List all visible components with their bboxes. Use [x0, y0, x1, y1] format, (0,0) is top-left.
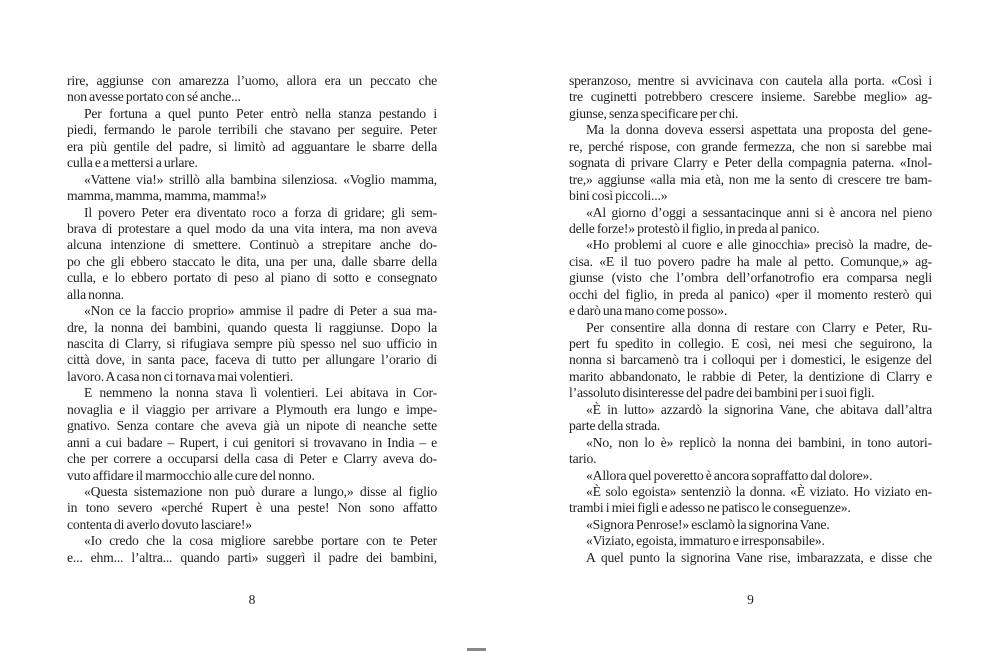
text-line: novaglia e il viaggio per arrivare a Plymouth era lungo e impe-: [67, 401, 437, 417]
text-line: culla e a mettersi a urlare.: [67, 155, 198, 171]
text-line: alcuna intenzione di smettere. Continuò a strepitare anche do-: [67, 237, 437, 253]
text-line: che per correre a occuparsi della casa di Peter e Clarry aveva do-: [67, 451, 437, 467]
text-line: culla, e lo ebbero portato di peso al piano di sotto e consegnato: [67, 270, 437, 286]
text-line: Per consentire alla donna di restare con Clarry e Peter, Ru-: [586, 319, 932, 335]
text-line: nonna si barcamenò tra i colloqui per i domestici, le esigenze del: [569, 352, 932, 368]
text-line: rire, aggiunse con amarezza l’uomo, allora era un peccato che: [67, 73, 437, 88]
text-line: E nemmeno la nonna stava lì volentieri. Lei abitava in Cor-: [84, 385, 437, 401]
text-line: giunse, senza specificare per chi.: [569, 105, 739, 121]
text-line: non avesse portato con sé anche...: [67, 89, 241, 105]
text-line: «Io credo che la cosa migliore sarebbe portare con te Peter: [84, 533, 437, 549]
text-line: e... ehm... l’altra... quando parti» suggerì il padre dei bambini,: [67, 549, 437, 565]
text-line: bini così piccoli...»: [569, 188, 668, 204]
text-line: marito abbandonato, le rabbie di Peter, la dentizione di Clarry e: [569, 368, 932, 384]
text-line: «Viziato, egoista, immaturo e irresponsabile».: [586, 533, 825, 549]
text-line: giunse (visto che l’ombra dell’orfanotrofio era comparsa negli: [569, 270, 932, 286]
text-line: «Al giorno d’oggi a sessantacinque anni si è ancora nel pieno: [586, 204, 932, 220]
text-line: alla nonna.: [67, 286, 124, 302]
text-line: Ma la donna doveva essersi aspettata una proposta del gene-: [586, 122, 932, 138]
page-number-right: 9: [747, 592, 754, 607]
text-line: «È in lutto» azzardò la signorina Vane, che abitava dall’altra: [586, 401, 932, 417]
text-line: trambi i miei figli e adesso ne patisco le conseguenze».: [569, 500, 851, 516]
page-number-left: 8: [248, 592, 256, 607]
text-line: pert fu spedito in collegio. E così, nei mesi che seguirono, la: [569, 336, 932, 351]
text-line: «No, non lo è» replicò la nonna dei bambini, in tono autori-: [586, 434, 932, 450]
text-line: delle forze!» protestò il figlio, in preda al panico.: [569, 220, 820, 236]
text-line: mamma, mamma, mamma, mamma!»: [67, 188, 267, 204]
text-line: città dove, in santa pace, faceva di tutto per allungare l’orario di: [67, 352, 437, 368]
page-left: [67, 73, 437, 633]
text-line: «Allora quel poveretto è ancora sopraffatto dal dolore».: [586, 467, 873, 483]
text-line: tre,» aggiunse «alla mia età, non me la sento di crescere tre bam-: [569, 171, 932, 187]
text-line: Il povero Peter era diventato roco a forza di gridare; gli sem-: [84, 204, 437, 220]
text-line: nascita di Clarry, si rifugiava sempre più spesso nel suo ufficio in: [67, 336, 437, 351]
text-line: «Non ce la faccio proprio» ammise il padre di Peter a sua ma-: [84, 303, 437, 319]
text-line: lavoro. A casa non ci tornava mai volentieri.: [67, 368, 294, 384]
text-line: re, perché rispose, con grande fermezza, che non si sarebbe mai: [569, 138, 932, 154]
text-line: Per fortuna a quel punto Peter entrò nella stanza pestando i: [84, 105, 437, 121]
text-line: tre cuginetti potrebbero crescere insieme. Sarebbe meglio» ag-: [569, 89, 932, 105]
text-line: l’assoluto disinteresse del padre dei bambini per i suoi figli.: [569, 385, 875, 401]
text-line: contenta di averlo dovuto lasciare!»: [67, 516, 252, 532]
text-line: occhi del figlio, in preda al panico) «per il momento resterò qui: [569, 286, 932, 302]
text-line: dre, la nonna dei bambini, quando questa li raggiunse. Dopo la: [67, 319, 437, 335]
text-line: sognata di privare Clarry e Peter della compagnia paterna. «Inol-: [569, 155, 932, 171]
text-line: «Ho problemi al cuore e alle ginocchia» precisò la madre, de-: [586, 237, 932, 253]
page-left-text-block: [67, 73, 437, 566]
text-line: piedi, fermando le parole terribili che stavano per seguire. Peter: [67, 122, 437, 138]
text-line: «Signora Penrose!» esclamò la signorina Vane.: [586, 516, 830, 532]
scan-artifact-mark: [467, 648, 486, 651]
text-line: speranzoso, mentre si avvicinava con cautela alla porta. «Così i: [569, 73, 932, 88]
text-line: vuto affidare il marmocchio alle cure del nonno.: [67, 467, 315, 483]
text-line: «È solo egoista» sentenziò la donna. «È viziato. Ho viziato en-: [586, 483, 932, 499]
page-right: [569, 73, 932, 633]
text-line: brava di protestare a quel modo da una vita intera, ma non aveva: [67, 220, 437, 236]
text-line: cisa. «E il tuo povero padre ha male al petto. Comunque,» ag-: [569, 253, 932, 269]
page-right-text-block: [569, 73, 932, 566]
text-line: po che gli ebbero staccato le dita, una per una, dalle sbarre della: [67, 253, 437, 269]
text-line: «Vattene via!» strillò alla bambina silenziosa. «Voglio mamma,: [84, 171, 437, 187]
text-line: «Questa sistemazione non può durare a lungo,» disse al figlio: [84, 483, 437, 499]
text-line: anni a cui badare – Rupert, i cui genitori si trovavano in India – e: [67, 434, 437, 450]
text-line: era più gentile del padre, si limitò ad agguantare le sbarre della: [67, 138, 437, 154]
text-line: parte della strada.: [569, 418, 661, 434]
text-line: gnativo. Senza contare che aveva già un nipote di neanche sette: [67, 418, 437, 434]
text-line: in tono severo «perché Rupert è una peste! Non sono affatto: [67, 500, 437, 516]
text-line: tario.: [569, 451, 597, 467]
text-line: A quel punto la signorina Vane rise, imbarazzata, e disse che: [586, 549, 932, 565]
text-line: e darò una mano come posso».: [569, 303, 728, 319]
